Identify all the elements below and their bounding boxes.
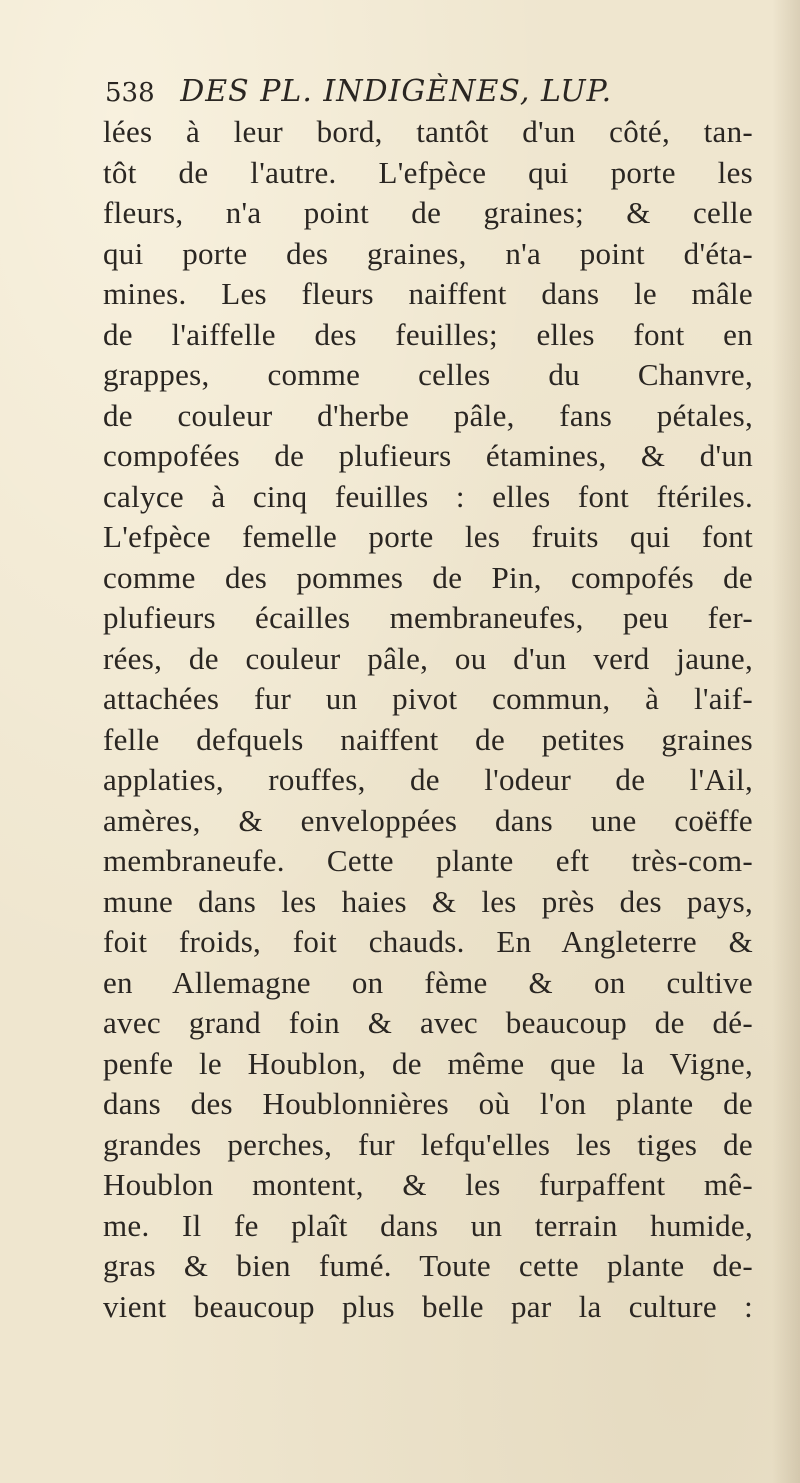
text-line: rées, de couleur pâle, ou d'un verd jaune, (103, 640, 753, 676)
text-line: penfe le Houblon, de même que la Vigne, (103, 1045, 753, 1081)
text-line: grappes, comme celles du Chanvre, (103, 357, 753, 392)
text-line: applaties, rouffes, de l'odeur de l'Ail, (103, 762, 753, 797)
running-title: DES PL. INDIGÈNES, LUP. (180, 74, 613, 109)
text-line: qui porte des graines, n'a point d'éta- (103, 235, 753, 271)
text-line: felle defquels naiffent de petites graines (103, 721, 753, 757)
text-line: en Allemagne on fème & on cultive (103, 964, 753, 1000)
page-header (105, 72, 735, 112)
text-line: tôt de l'autre. L'efpèce qui porte les (103, 154, 753, 190)
text-line: fleurs, n'a point de graines; & celle (103, 195, 753, 230)
text-line: compofées de plufieurs étamines, & d'un (103, 438, 753, 473)
text-line: amères, & enveloppées dans une coëffe (103, 802, 753, 838)
text-line: dans des Houblonnières où l'on plante de (103, 1086, 753, 1121)
text-line: de l'aiffelle des feuilles; elles font en (103, 316, 753, 352)
text-line: mines. Les fleurs naiffent dans le mâle (103, 276, 753, 311)
text-line: attachées fur un pivot commun, à l'aif- (103, 681, 753, 716)
page-edge-shadow (772, 0, 800, 1483)
text-line: mune dans les haies & les près des pays, (103, 883, 753, 919)
text-line: L'efpèce femelle porte les fruits qui font (103, 519, 753, 554)
page-number: 538 (105, 78, 155, 108)
text-line: membraneufe. Cette plante eft très-com- (103, 843, 753, 878)
text-line: comme des pommes de Pin, compofés de (103, 559, 753, 595)
text-line: grandes perches, fur lefqu'elles les tiges de (103, 1126, 753, 1162)
text-line: de couleur d'herbe pâle, fans pétales, (103, 397, 753, 433)
text-line: foit froids, foit chauds. En Angleterre & (103, 924, 753, 959)
text-line: plufieurs écailles membraneufes, peu fer- (103, 600, 753, 635)
text-line: lées à leur bord, tantôt d'un côté, tan- (103, 114, 753, 149)
text-line: avec grand foin & avec beaucoup de dé- (103, 1005, 753, 1040)
text-line: gras & bien fumé. Toute cette plante de- (103, 1248, 753, 1283)
text-line: Houblon montent, & les furpaffent mê- (103, 1167, 753, 1202)
text-line: calyce à cinq feuilles : elles font ftériles. (103, 478, 753, 514)
text-line: vient beaucoup plus belle par la culture : (103, 1288, 753, 1324)
body-text (103, 112, 753, 1327)
text-line: me. Il fe plaît dans un terrain humide, (103, 1207, 753, 1243)
